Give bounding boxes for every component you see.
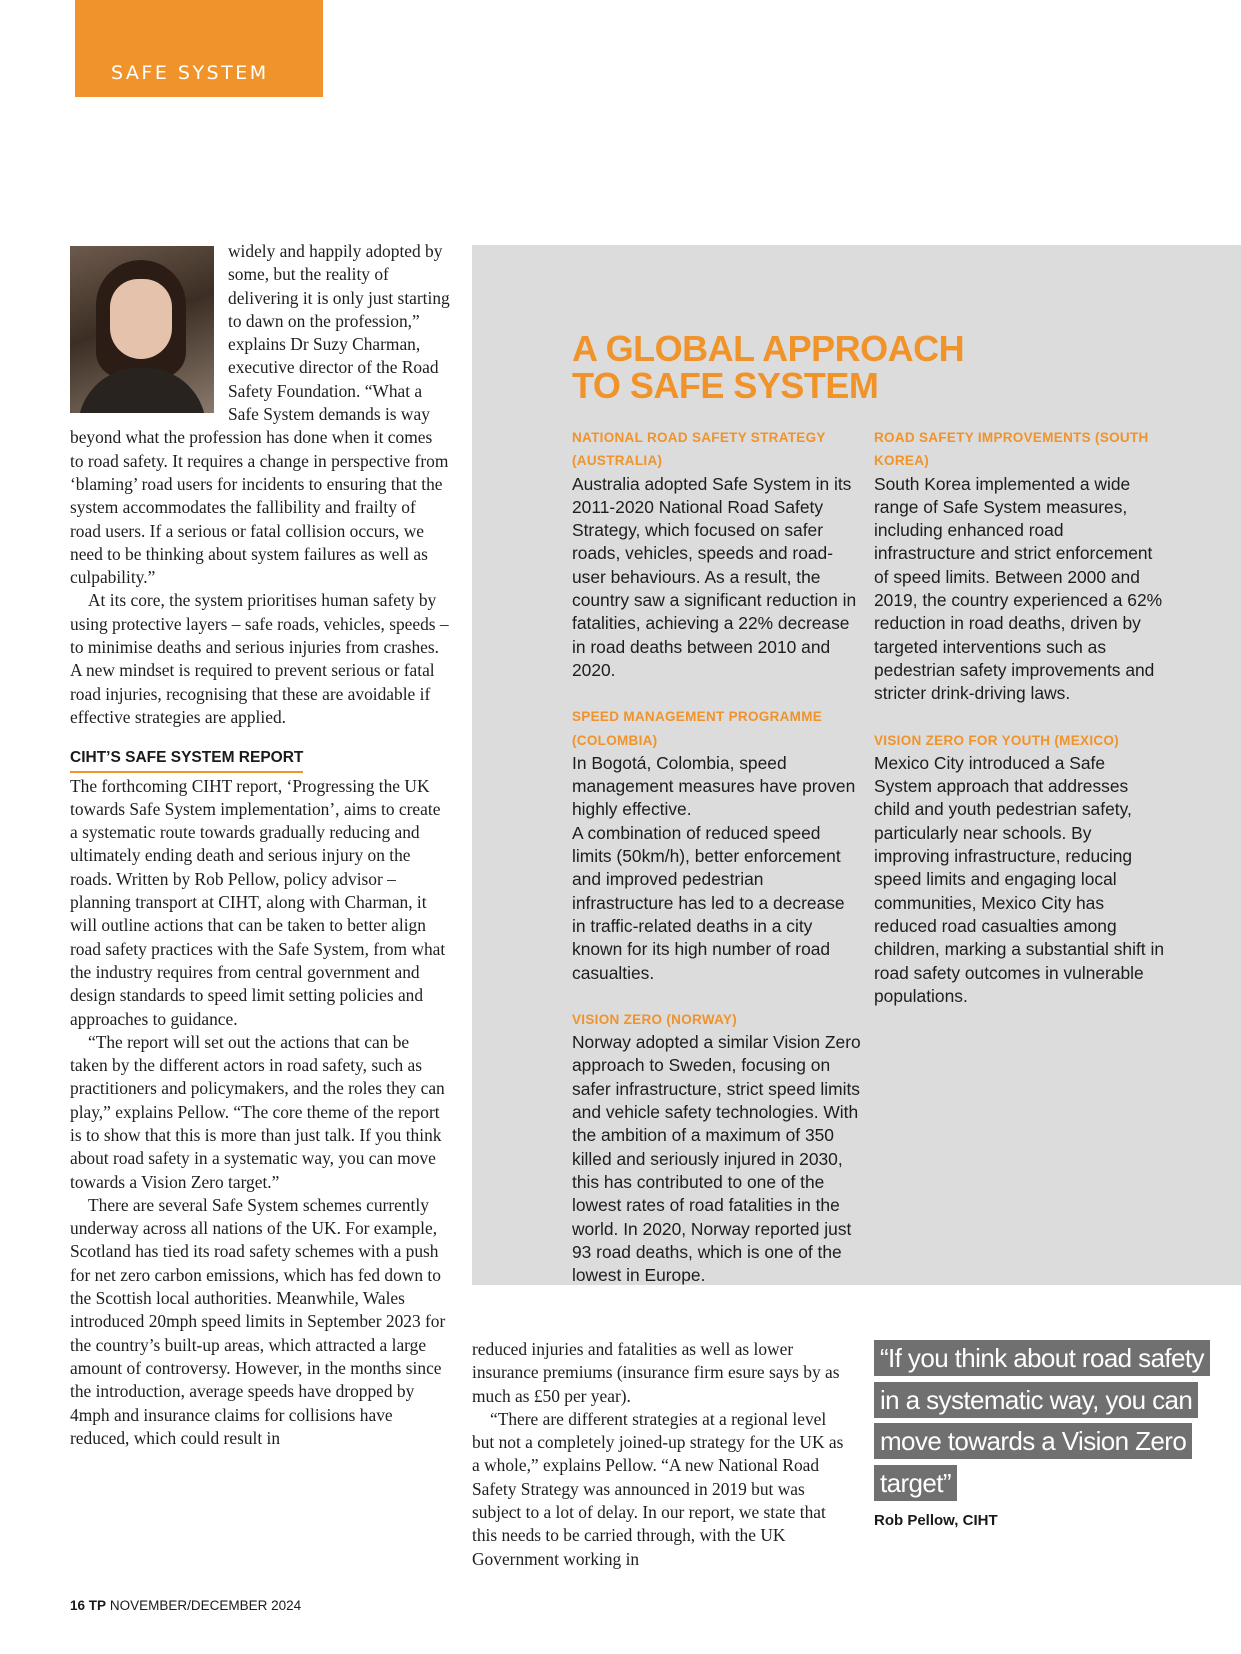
middle-column xyxy=(472,1338,852,1571)
korea-heading: ROAD SAFETY IMPROVEMENTS (SOUTH KOREA) xyxy=(874,430,1149,469)
korea-body: South Korea implemented a wide range of Safe System measures, including enhanced road infrastructure and strict enforcement of speed limits. Between 2000 and 2019, the country experienced a 62% reduction in road deaths, driven by targeted interventions such as pedestrian safety improvements and stricter drink-driving laws. xyxy=(874,473,1163,704)
page-footer xyxy=(70,1598,301,1613)
middle-paragraph-2: “There are different strategies at a regional level but not a completely joined-up strategy for the UK as a whole,” explains Pellow. “A new National Road Safety Strategy was announced in 2019 but was subject to a lot of delay. In our report, we state that this needs to be carried through, with the UK Government working in xyxy=(472,1408,844,1569)
box-column-left xyxy=(572,426,862,1310)
box-column-right xyxy=(874,426,1164,1031)
section-tab xyxy=(75,0,323,97)
colombia-body-1: In Bogotá, Colombia, speed management measures have proven highly effective. xyxy=(572,752,856,820)
magazine-name: TP xyxy=(88,1598,107,1613)
left-paragraph-4: “The report will set out the actions that can be taken by the different actors in road safety, such as practitioners and policymakers, and the roles they can play,” explains Pellow. “The core theme of the report is to show that this is more than just talk. If you think about road safety in a systematic way, you can move towards a Vision Zero target.” xyxy=(70,1031,445,1192)
pull-quote xyxy=(874,1338,1214,1529)
norway-body: Norway adopted a similar Vision Zero approach to Sweden, focusing on safer infrastructure, strict speed limits and vehicle safety technologies. With the ambition of a maximum of 350 killed and seriously injured in 2030, this has contributed to one of the lowest rates of road fatalities in the world. In 2020, Norway reported just 93 road deaths, which is one of the lowest in Europe. xyxy=(572,1032,861,1286)
australia-entry xyxy=(572,426,862,682)
norway-entry xyxy=(572,1008,862,1288)
left-paragraph-1: widely and happily adopted by some, but the reality of delivering it is only just starting to dawn on the profession,” explains Dr Suzy Charman, executive director of the Road Safety Foundation. “What a Safe System demands is way beyond what the profession has done when it comes to road safety. It requires a change in perspective from ‘blaming’ road users for incidents to ensuring that the system accommodates the fallibility and frailty of road users. If a serious or fatal collision occurs, we need to be thinking about system failures as well as culpability.” xyxy=(70,241,450,588)
left-column xyxy=(70,240,450,1450)
middle-paragraph-1: reduced injuries and fatalities as well as lower insurance premiums (insurance firm esure says by as much as £50 per year). xyxy=(472,1339,840,1406)
colombia-body-2: A combination of reduced speed limits (50km/h), better enforcement and improved pedestrian infrastructure has led to a decrease in traffic-related deaths in a city known for its high number of road casualties. xyxy=(572,822,845,983)
pull-quote-text: “If you think about road safety in a systematic way, you can move towards a Vision Zero target” xyxy=(874,1340,1210,1501)
korea-entry xyxy=(874,426,1164,706)
norway-heading: VISION ZERO (NORWAY) xyxy=(572,1011,738,1027)
section-tab-label: SAFE SYSTEM xyxy=(111,62,269,84)
colombia-entry xyxy=(572,705,862,985)
pull-quote-attribution: Rob Pellow, CIHT xyxy=(874,1512,998,1529)
mexico-entry xyxy=(874,729,1164,1009)
box-title: A GLOBAL APPROACH TO SAFE SYSTEM xyxy=(572,328,965,406)
left-paragraph-5: There are several Safe System schemes currently underway across all nations of the UK. For example, Scotland has tied its road safety schemes with a push for net zero carbon emissions, which has fed down to the Scottish local authorities. Meanwhile, Wales introduced 20mph speed limits in September 2023 for the country’s built-up areas, which attracted a large amount of controversy. However, in the months since the introduction, average speeds have dropped by 4mph and insurance claims for collisions have reduced, which could result in xyxy=(70,1194,446,1448)
mexico-body: Mexico City introduced a Safe System approach that addresses child and youth pedestrian safety, particularly near schools. By improving infrastructure, reducing speed limits and engaging local communities, Mexico City has reduced road casualties among children, marking a substantial shift in road safety outcomes in vulnerable populations. xyxy=(874,752,1164,1006)
australia-body: Australia adopted Safe System in its 2011-2020 National Road Safety Strategy, which focused on safer roads, vehicles, speeds and road-user behaviours. As a result, the country saw a significant reduction in fatalities, achieving a 22% decrease in road deaths between 2010 and 2020. xyxy=(572,473,857,680)
australia-heading: NATIONAL ROAD SAFETY STRATEGY (AUSTRALIA) xyxy=(572,430,826,469)
issue-date: NOVEMBER/DECEMBER 2024 xyxy=(109,1598,302,1613)
colombia-heading: SPEED MANAGEMENT PROGRAMME (COLOMBIA) xyxy=(572,709,823,748)
subheading: CIHT’S SAFE SYSTEM REPORT xyxy=(70,746,303,772)
left-paragraph-3: The forthcoming CIHT report, ‘Progressing the UK towards Safe System implementation’, aims to create a systematic route towards gradually reducing and ultimately ending death and serious injury on the roads. Written by Rob Pellow, policy advisor – planning transport at CIHT, along with Charman, it will outline actions that can be taken to better align road safety practices with the Safe System, from what the industry requires from central government and design standards to speed limit setting policies and approaches to guidance. xyxy=(70,775,446,1029)
left-paragraph-2: At its core, the system prioritises human safety by using protective layers – safe roads, vehicles, speeds – to minimise deaths and serious injuries from crashes. A new mindset is required to prevent serious or fatal road injuries, recognising that these are avoidable if effective strategies are applied. xyxy=(70,590,449,727)
author-portrait-photo xyxy=(70,246,214,413)
mexico-heading: VISION ZERO FOR YOUTH (MEXICO) xyxy=(874,732,1120,748)
page-number: 16 xyxy=(70,1598,86,1613)
